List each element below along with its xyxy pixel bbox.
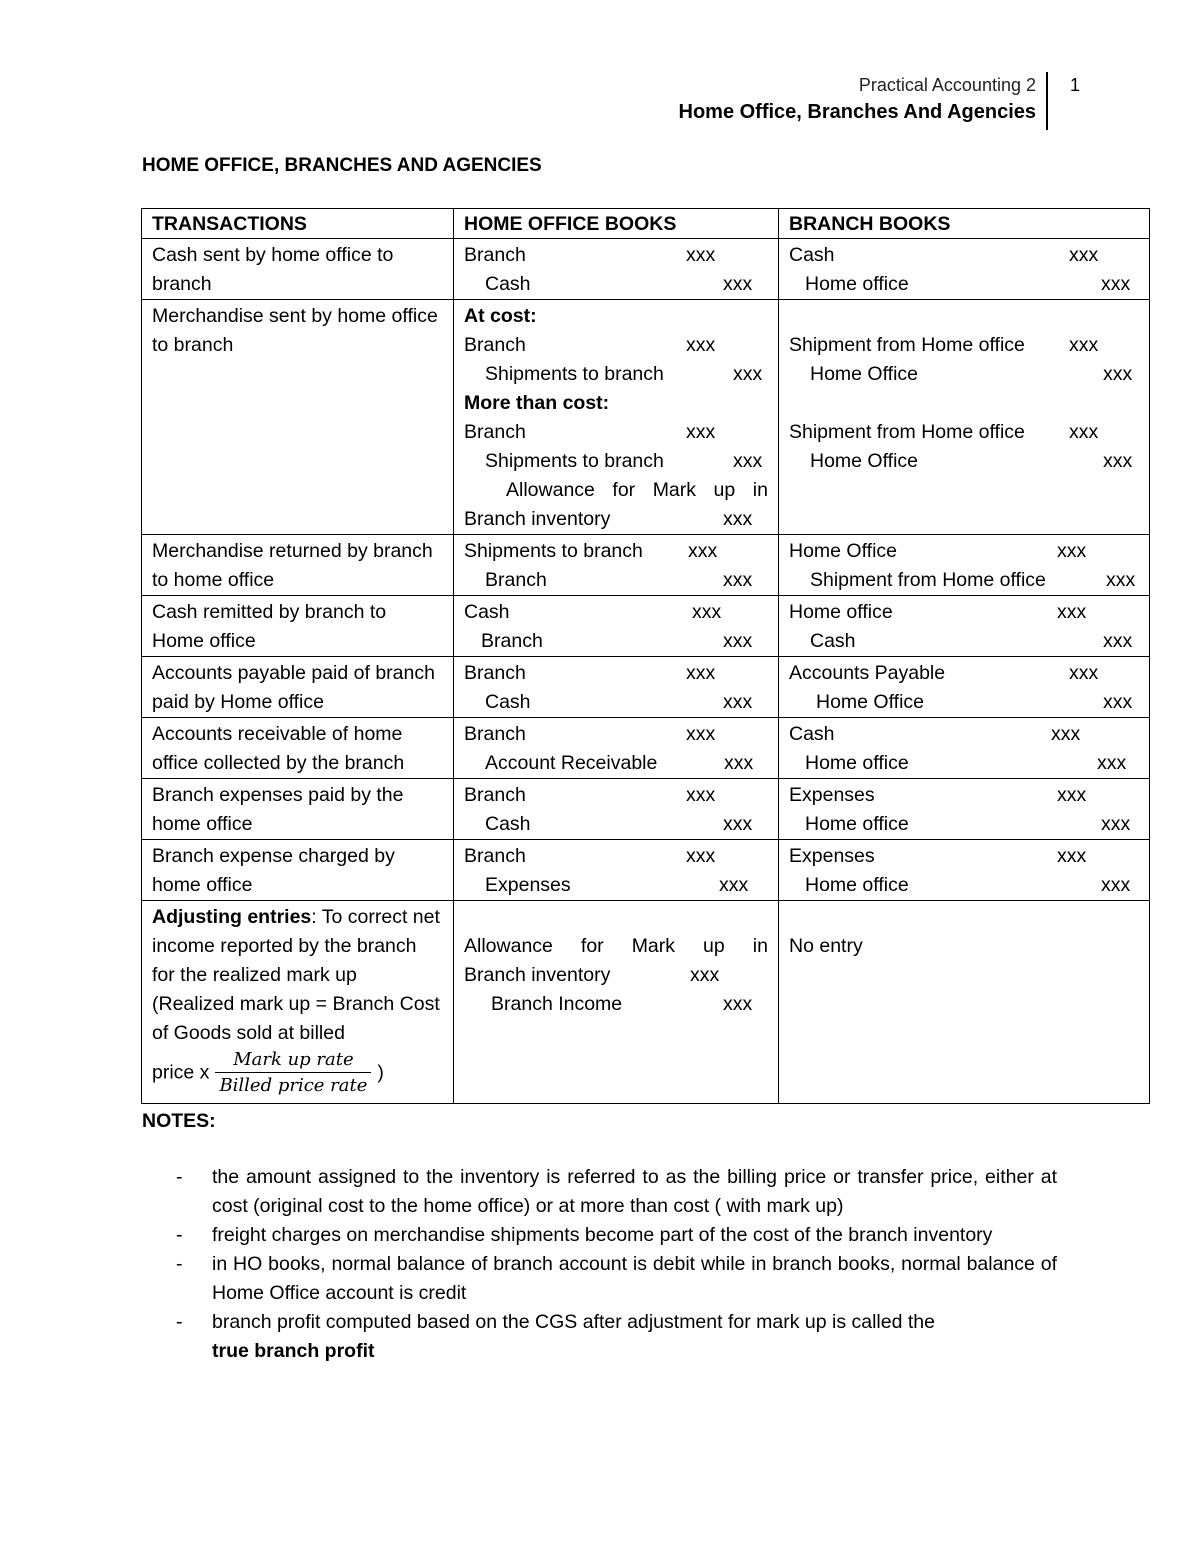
list-item: - the amount assigned to the inventory is referred to as the billing price or transfer price, either at cost (original cost to the home office) or at more than cost ( with mark up) [176, 1166, 1057, 1217]
topic-title: Home Office, Branches And Agencies [678, 101, 1036, 123]
table-row [142, 596, 1150, 657]
transaction-cell: Accounts payable paid of branch paid by Home office [142, 657, 454, 718]
transaction-cell: Merchandise sent by home office to branch [142, 300, 454, 535]
document-title: HOME OFFICE, BRANCHES AND AGENCIES [142, 155, 542, 176]
home-office-entry: At cost: Branch xxx Shipments to branch xxx More than cost: Branch xxx Shipments to branch xxx Allowance for Mark up in Branch inventory xxx [454, 300, 779, 535]
transactions-table [141, 208, 1150, 1104]
home-office-entry: Shipments to branch xxx Branch xxx [454, 535, 779, 596]
column-header-branch-books: BRANCH BOOKS [779, 209, 1150, 239]
transaction-cell: Cash sent by home office to branch [142, 239, 454, 300]
list-item: - in HO books, normal balance of branch account is debit while in branch books, normal balance of Home Office account is credit [176, 1253, 1057, 1304]
home-office-entry: Branch xxx Cash xxx [454, 657, 779, 718]
home-office-entry: Branch xxx Account Receivable xxx [454, 718, 779, 779]
adjusting-entries-label: Adjusting entries [152, 906, 312, 928]
home-office-entry: Branch xxx Cash xxx [454, 239, 779, 300]
notes-list [176, 1163, 1057, 1366]
branch-entry: Cash xxx Home office xxx [779, 239, 1150, 300]
page-number: 1 [1070, 75, 1081, 95]
branch-entry: Home office xxx Cash xxx [779, 596, 1150, 657]
branch-entry: Expenses xxx Home office xxx [779, 779, 1150, 840]
column-header-transactions: TRANSACTIONS [142, 209, 454, 239]
column-header-home-office-books: HOME OFFICE BOOKS [454, 209, 779, 239]
home-office-entry: Branch xxx Expenses xxx [454, 840, 779, 901]
table-row [142, 535, 1150, 596]
table-row [142, 840, 1150, 901]
transaction-cell: Cash remitted by branch to Home office [142, 596, 454, 657]
branch-entry: Shipment from Home office xxx Home Office xxx Shipment from Home office xxx Home Office xxx [779, 300, 1150, 535]
transaction-cell: Merchandise returned by branch to home office [142, 535, 454, 596]
true-branch-profit: true branch profit [212, 1340, 375, 1362]
course-title: Practical Accounting 2 [858, 75, 1036, 95]
table-row [142, 718, 1150, 779]
table-row [142, 239, 1150, 300]
transaction-cell: Accounts receivable of home office collected by the branch [142, 718, 454, 779]
branch-entry: Cash xxx Home office xxx [779, 718, 1150, 779]
table-header-row [142, 209, 1150, 239]
list-item: - freight charges on merchandise shipments become part of the cost of the branch inventory [176, 1224, 993, 1246]
branch-entry: Accounts Payable xxx Home Office xxx [779, 657, 1150, 718]
home-office-entry: Cash xxx Branch xxx [454, 596, 779, 657]
notes-heading: NOTES: [142, 1110, 216, 1132]
home-office-entry: Branch xxx Cash xxx [454, 779, 779, 840]
list-item: - branch profit computed based on the CGS after adjustment for mark up is called the true branch profit [176, 1311, 935, 1362]
table-row [142, 901, 1150, 1104]
branch-entry: No entry [779, 901, 1150, 1104]
markup-fraction: $\frac{\text{Mark up rate}}{\text{Billed price rate}}$ [215, 1048, 371, 1099]
table-row [142, 300, 1150, 535]
home-office-entry: Allowance for Mark up in Branch inventory xxx Branch Income xxx [454, 901, 779, 1104]
transaction-cell: Adjusting entries: To correct net income reported by the branch for the realized mark up (Realized mark up = Branch Cost of Goods sold at billed price x $\frac{\text{Mark up rate}}{\text{Billed price rate}}$ ) [142, 901, 454, 1104]
transaction-cell: Branch expense charged by home office [142, 840, 454, 901]
branch-entry: Expenses xxx Home office xxx [779, 840, 1150, 901]
table-row [142, 657, 1150, 718]
table-row [142, 779, 1150, 840]
transaction-cell: Branch expenses paid by the home office [142, 779, 454, 840]
branch-entry: Home Office xxx Shipment from Home office xxx [779, 535, 1150, 596]
page-header [679, 72, 1049, 130]
